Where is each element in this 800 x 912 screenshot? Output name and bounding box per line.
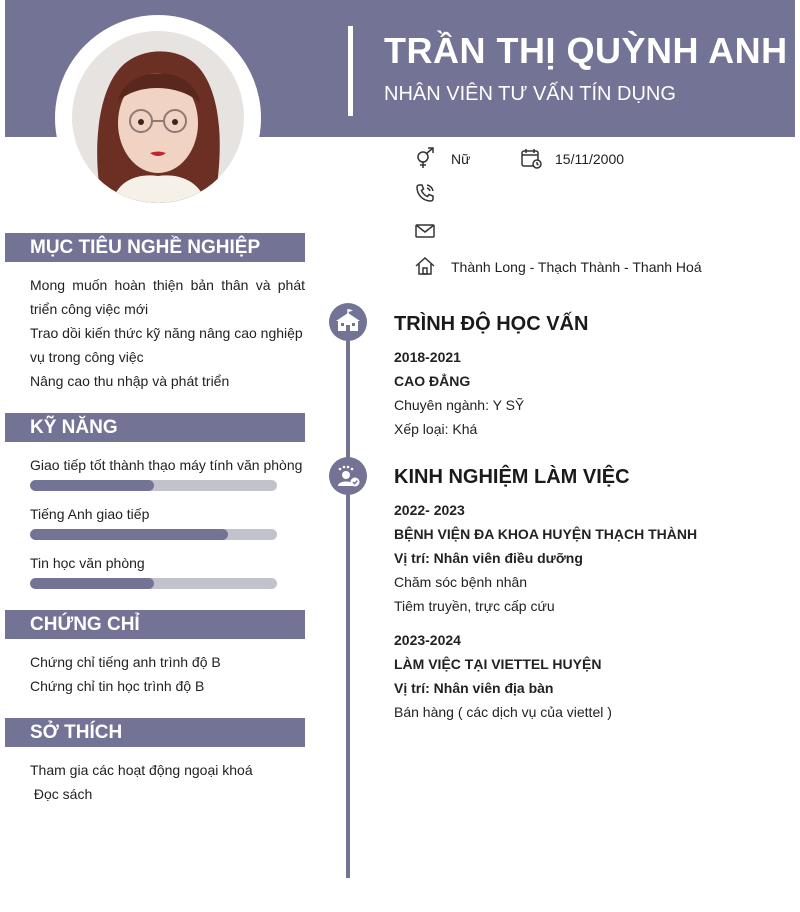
education-heading: TRÌNH ĐỘ HỌC VẤN <box>394 313 589 335</box>
objective-line: vụ trong công việc <box>30 349 144 365</box>
address-value: Thành Long - Thạch Thành - Thanh Hoá <box>451 259 702 275</box>
team-icon <box>329 457 367 495</box>
objective-line: Mong muốn hoàn thiện bản thân và phát <box>30 277 305 293</box>
job-task: Bán hàng ( các dịch vụ của viettel ) <box>394 704 612 720</box>
education-major: Chuyên ngành: Y SỸ <box>394 397 525 413</box>
experience-heading: KINH NGHIỆM LÀM VIỆC <box>394 466 630 488</box>
header-divider <box>348 26 353 116</box>
job-task: Tiêm truyền, trực cấp cứu <box>394 598 555 614</box>
objective-line: Trao dồi kiến thức kỹ năng nâng cao nghiệp <box>30 325 303 341</box>
home-icon <box>414 255 436 277</box>
skill-bar <box>30 529 277 540</box>
school-icon <box>329 303 367 341</box>
skill-label: Tiếng Anh giao tiếp <box>30 506 150 522</box>
timeline-line <box>346 320 350 878</box>
skill-bar-fill <box>30 578 154 589</box>
job-company: LÀM VIỆC TẠI VIETTEL HUYỆN <box>394 656 602 672</box>
objective-line: Nâng cao thu nhập và phát triển <box>30 373 230 389</box>
education-period: 2018-2021 <box>394 349 461 365</box>
education-school: CAO ĐẲNG <box>394 373 471 389</box>
certificate-item: Chứng chỉ tin học trình độ B <box>30 678 205 694</box>
job-position: Vị trí: Nhân viên điều dưỡng <box>394 550 583 566</box>
skills-heading: KỸ NĂNG <box>5 413 305 442</box>
job-task: Chăm sóc bệnh nhân <box>394 574 528 590</box>
skill-bar <box>30 578 277 589</box>
hobby-item: Tham gia các hoạt động ngoại khoá <box>30 762 253 778</box>
skill-bar-fill <box>30 529 228 540</box>
certificates-heading: CHỨNG CHỈ <box>5 610 305 639</box>
skill-bar-fill <box>30 480 154 491</box>
candidate-name: TRẦN THỊ QUỲNH ANH <box>384 30 788 71</box>
skill-label: Giao tiếp tốt thành thạo máy tính văn phòng <box>30 457 303 473</box>
hobby-item: Đọc sách <box>30 786 93 802</box>
calendar-icon <box>520 147 542 169</box>
avatar <box>72 31 244 203</box>
job-period: 2022- 2023 <box>394 502 465 518</box>
skill-label: Tin học văn phòng <box>30 555 145 571</box>
gender-value: Nữ <box>451 151 471 167</box>
dob-value: 15/11/2000 <box>555 151 625 167</box>
education-grade: Xếp loại: Khá <box>394 421 478 437</box>
gender-icon <box>414 147 436 169</box>
hobbies-heading: SỞ THÍCH <box>5 718 305 747</box>
job-period: 2023-2024 <box>394 632 461 648</box>
objective-line: triển công việc mới <box>30 301 149 317</box>
candidate-role: NHÂN VIÊN TƯ VẤN TÍN DỤNG <box>384 83 676 105</box>
job-position: Vị trí: Nhân viên địa bàn <box>394 680 554 696</box>
certificate-item: Chứng chỉ tiếng anh trình độ B <box>30 654 221 670</box>
phone-icon <box>414 182 436 204</box>
email-icon <box>414 220 436 242</box>
objective-heading: MỤC TIÊU NGHỀ NGHIỆP <box>5 233 305 262</box>
skill-bar <box>30 480 277 491</box>
job-company: BỆNH VIỆN ĐA KHOA HUYỆN THẠCH THÀNH <box>394 526 698 542</box>
